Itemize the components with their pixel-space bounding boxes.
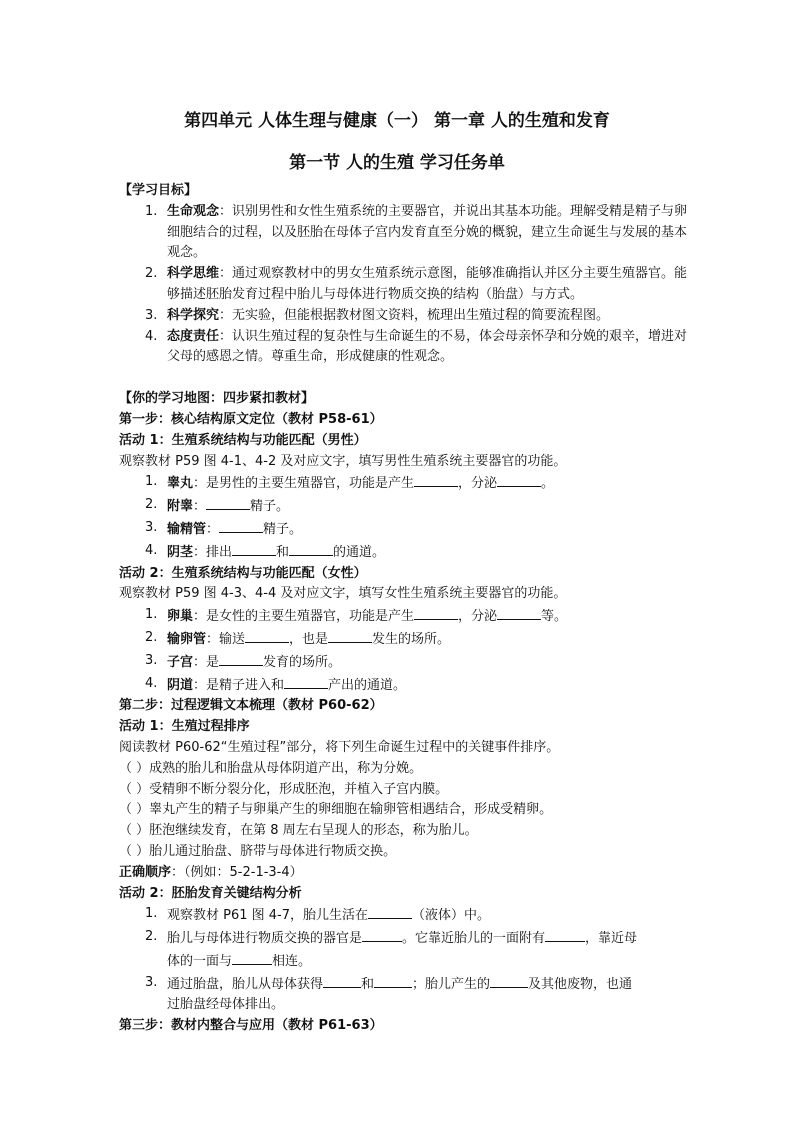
step1-activity2-intro: 观察教材 P59 图 4-3、4-4 及对应文字，填写女性生殖系统主要器官的功能。: [119, 586, 567, 602]
fill-blank[interactable]: [284, 674, 328, 689]
fill-blank[interactable]: [245, 628, 289, 643]
fill-blank[interactable]: [374, 973, 412, 988]
map-heading: 【你的学习地图：四步紧扣教材】: [119, 391, 315, 407]
sequence-event[interactable]: （ ）受精卵不断分裂分化，形成胚泡，并植入子宫内膜。: [119, 781, 449, 797]
goal-item: 1. 生命观念：识别男性和女性生殖系统的主要器官，并说出其基本功能。理解受精是精子与卵细胞结合的过程，以及胚胎在母体子宫内发育直至分娩的概貌，建立生命诞生与发展的基本观念。: [145, 203, 688, 261]
embryo-item: 2. 胎儿与母体进行物质交换的器官是 。它靠近胎儿的一面附有 ，靠近母 体的一面与 相连。: [145, 929, 638, 969]
male-organ-item: 3. 输精管： 精子。: [145, 519, 303, 537]
fill-blank[interactable]: [323, 973, 361, 988]
goal-text: ：无实验，但能根据教材图文资料，梳理出生殖过程的简要流程图。: [219, 307, 610, 323]
step1-activity2-heading: 活动 2：生殖系统结构与功能匹配（女性）: [119, 565, 367, 581]
step1-activity1-intro: 观察教材 P59 图 4-1、4-2 及对应文字，填写男性生殖系统主要器官的功能。: [119, 453, 567, 469]
page-subtitle: 第一节 人的生殖 学习任务单: [289, 153, 505, 173]
correct-order: 正确顺序：（例如：5-2-1-3-4）: [119, 864, 303, 880]
goal-item: 2. 科学思维：通过观察教材中的男女生殖系统示意图，能够准确指认并区分主要生殖器官。能够描述胚胎发育过程中胎儿与母体进行物质交换的结构（胎盘）与方式。: [145, 266, 688, 302]
step2-activity1-intro: 阅读教材 P60-62“生殖过程”部分，将下列生命诞生过程中的关键事件排序。: [119, 739, 560, 755]
female-organ-item: 3. 子宫：是 发育的场所。: [145, 652, 342, 670]
fill-blank[interactable]: [414, 472, 458, 487]
goal-label: 态度责任: [167, 328, 220, 344]
male-organ-item: 2. 附睾： 精子。: [145, 497, 290, 515]
sequence-event[interactable]: （ ）胚泡继续发育，在第 8 周左右呈现人的形态，称为胎儿。: [119, 823, 478, 839]
goal-label: 科学探究: [167, 307, 220, 323]
fill-blank[interactable]: [328, 628, 372, 643]
fill-blank[interactable]: [414, 605, 458, 620]
fill-blank[interactable]: [490, 973, 528, 988]
male-organ-item: 4. 阴茎：排出 和 的通道。: [145, 542, 386, 560]
worksheet-content: [119, 181, 689, 1037]
fill-blank[interactable]: [219, 651, 263, 666]
female-organ-item: 1. 卵巢：是女性的主要生殖器官，功能是产生 ，分泌 等。: [145, 607, 568, 625]
sequence-event[interactable]: （ ）成熟的胎儿和胎盘从母体阴道产出，称为分娩。: [119, 760, 423, 776]
step1-heading: 第一步：核心结构原文定位（教材 P58-61）: [119, 411, 383, 427]
goals-heading: 【学习目标】: [119, 183, 198, 198]
goal-label: 生命观念: [167, 203, 220, 219]
fill-blank[interactable]: [368, 904, 412, 919]
step2-activity2-heading: 活动 2：胚胎发育关键结构分析: [119, 885, 302, 901]
fill-blank[interactable]: [497, 472, 541, 487]
embryo-item: 1. 观察教材 P61 图 4-7，胎儿生活在 （液体）中。: [145, 906, 491, 924]
goal-item: 3. 科学探究：无实验，但能根据教材图文资料，梳理出生殖过程的简要流程图。: [145, 307, 610, 323]
male-organ-item: 1. 睾丸：是男性的主要生殖器官，功能是产生 ，分泌 。: [145, 474, 555, 492]
sequence-event[interactable]: （ ）胎儿通过胎盘、脐带与母体进行物质交换。: [119, 843, 397, 859]
female-organ-item: 2. 输卵管：输送 ，也是 发生的场所。: [145, 629, 451, 647]
goal-item: 4. 态度责任：认识生殖过程的复杂性与生命诞生的不易，体会母亲怀孕和分娩的艰辛，增进对父母的感恩之情。尊重生命，形成健康的性观念。: [145, 328, 688, 365]
goal-label: 科学思维: [167, 266, 220, 282]
fill-blank[interactable]: [362, 927, 402, 942]
step2-heading: 第二步：过程逻辑文本梳理（教材 P60-62）: [119, 698, 383, 714]
fill-blank[interactable]: [232, 541, 276, 556]
fill-blank[interactable]: [545, 927, 585, 942]
goal-text: ：识别男性和女性生殖系统的主要器官，并说出其基本功能。理解受精是精子与卵细胞结合的过程，以及胚胎在母体子宫内发育直至分娩的概貌，建立生命诞生与发展的基本观念。: [167, 203, 688, 261]
fill-blank[interactable]: [219, 518, 263, 533]
goal-text: ：认识生殖过程的复杂性与生命诞生的不易，体会母亲怀孕和分娩的艰辛，增进对父母的感恩之情。尊重生命，形成健康的性观念。: [167, 328, 688, 365]
page-title: 第四单元 人体生理与健康（一） 第一章 人的生殖和发育: [184, 111, 610, 131]
step1-activity1-heading: 活动 1：生殖系统结构与功能匹配（男性）: [119, 432, 367, 448]
step2-activity1-heading: 活动 1：生殖过程排序: [119, 719, 250, 735]
fill-blank[interactable]: [497, 605, 541, 620]
fill-blank[interactable]: [289, 541, 333, 556]
fill-blank[interactable]: [206, 495, 250, 510]
embryo-item: 3. 通过胎盘，胎儿从母体获得 和 ；胎儿产生的 及其他废物，也通 过胎盘经母体排出。: [145, 974, 633, 1013]
fill-blank[interactable]: [232, 950, 272, 965]
goal-text: ：通过观察教材中的男女生殖系统示意图，能够准确指认并区分主要生殖器官。能够描述胚胎发育过程中胎儿与母体进行物质交换的结构（胎盘）与方式。: [167, 266, 688, 302]
sequence-event[interactable]: （ ）睾丸产生的精子与卵巢产生的卵细胞在输卵管相遇结合，形成受精卵。: [119, 802, 553, 818]
female-organ-item: 4. 阴道：是精子进入和 产出的通道。: [145, 675, 407, 693]
step3-heading: 第三步：教材内整合与应用（教材 P61-63）: [119, 1018, 383, 1034]
